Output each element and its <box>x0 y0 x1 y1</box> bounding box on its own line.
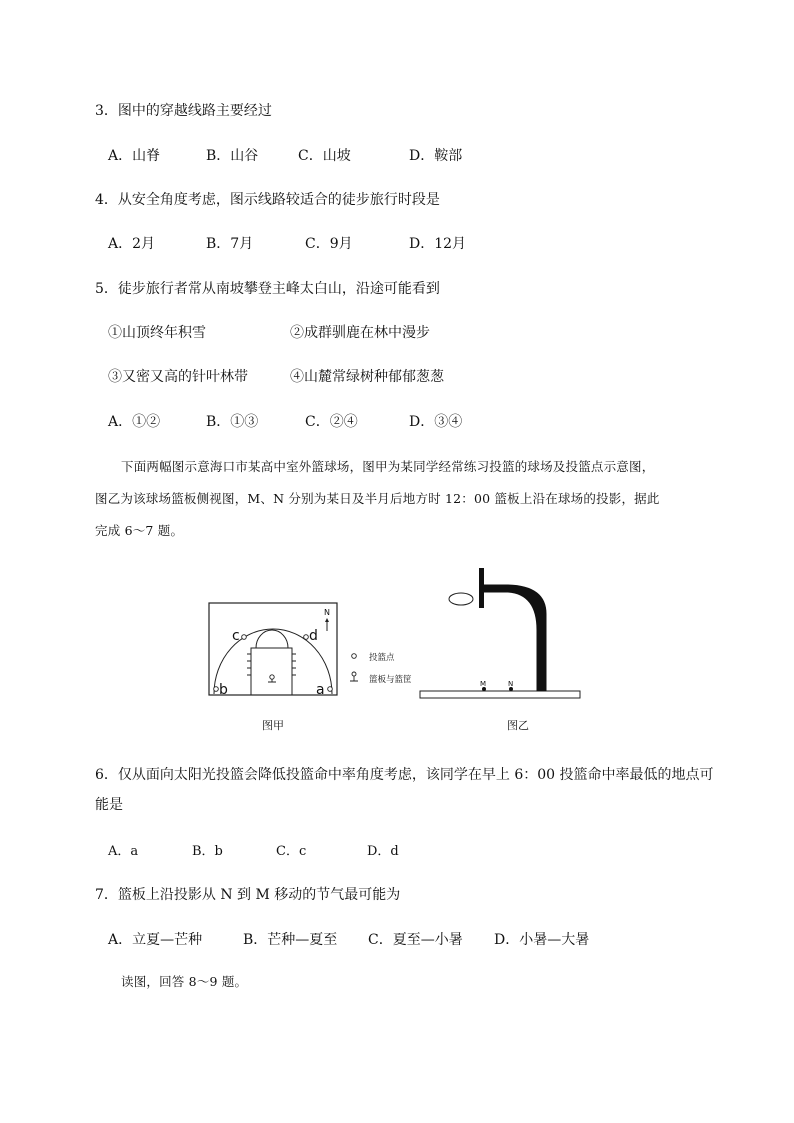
hoop-rim <box>449 593 473 605</box>
q6-option-a: A．a <box>108 844 139 859</box>
q6-option-d: D．d <box>367 844 399 859</box>
legend-board-icon <box>350 672 358 681</box>
shot-point-c <box>242 635 247 640</box>
q5-option-b: B．①③ <box>206 414 259 430</box>
q3-option-d: D．鞍部 <box>409 148 463 164</box>
label-b: b <box>219 682 228 698</box>
q6-option-b: B．b <box>192 844 223 859</box>
q5-option-a: A．①② <box>108 414 161 430</box>
marker-n-label: N <box>508 680 514 688</box>
basketball-figure <box>0 560 794 740</box>
q4-option-c: C．9月 <box>305 236 353 252</box>
legend-board-label: 篮板与篮筐 <box>369 675 412 685</box>
q7-option-d: D．小暑—大暑 <box>494 932 590 948</box>
q3-option-b: B．山谷 <box>206 148 259 164</box>
q7-stem: 7．篮板上沿投影从 N 到 M 移动的节气最可能为 <box>95 887 401 903</box>
q5-item-3: ③又密又高的针叶林带 <box>108 369 248 385</box>
q4-option-b: B．7月 <box>206 236 254 252</box>
shot-point-a <box>328 687 333 692</box>
shot-point-d <box>304 635 309 640</box>
marker-m-label: M <box>480 680 487 688</box>
legend-shot-icon <box>352 654 357 659</box>
caption-left: 图甲 <box>262 719 284 732</box>
q5-option-d: D．③④ <box>409 414 463 430</box>
q4-stem: 4．从安全角度考虑，图示线路较适合的徒步旅行时段是 <box>95 192 440 208</box>
q3-option-c: C．山坡 <box>298 148 351 164</box>
q5-option-c: C．②④ <box>305 414 358 430</box>
basket-symbol <box>268 675 276 682</box>
paint-area <box>251 648 292 695</box>
q5-item-4: ④山麓常绿树种郁郁葱葱 <box>290 369 444 385</box>
q3-option-a: A．山脊 <box>108 148 161 164</box>
q4-option-d: D．12月 <box>409 236 467 252</box>
q7-option-c: C．夏至—小暑 <box>368 932 463 948</box>
q6-stem-line1: 6．仅从面向太阳光投篮会降低投篮命中率角度考虑，该同学在早上 6：00 投篮命中率最低的地点可 <box>95 767 714 783</box>
north-label: N <box>324 608 330 617</box>
q7-option-b: B．芒种—夏至 <box>243 932 338 948</box>
intro-67-line2: 图乙为该球场篮板侧视图，M、N 分别为某日及半月后地方时 12：00 篮板上沿在球场的投影，据此 <box>95 491 660 506</box>
hoop-pole <box>483 577 546 691</box>
label-a: a <box>316 682 325 698</box>
q5-stem: 5．徒步旅行者常从南坡攀登主峰太白山，沿途可能看到 <box>95 281 440 297</box>
q5-item-2: ②成群驯鹿在林中漫步 <box>290 325 430 341</box>
intro-67-line1: 下面两幅图示意海口市某高中室外篮球场，图甲为某同学经常练习投篮的球场及投篮点示意图， <box>121 459 655 474</box>
q4-option-a: A．2月 <box>108 236 156 252</box>
intro-89: 读图，回答 8～9 题。 <box>121 974 248 989</box>
q6-stem-line2: 能是 <box>95 797 123 813</box>
north-arrow-icon <box>325 618 329 631</box>
q5-item-1: ①山顶终年积雪 <box>108 325 206 341</box>
legend-shot-label: 投篮点 <box>369 653 395 663</box>
label-c: c <box>232 628 240 644</box>
intro-67-line3: 完成 6～7 题。 <box>95 523 184 538</box>
q6-option-c: C．c <box>276 844 307 859</box>
backboard <box>479 568 484 608</box>
caption-right: 图乙 <box>507 719 529 732</box>
q7-option-a: A．立夏—芒种 <box>108 932 203 948</box>
label-d: d <box>309 628 318 644</box>
lane-hash-marks <box>247 654 296 675</box>
free-throw-arc <box>256 630 288 648</box>
shot-point-b <box>214 687 219 692</box>
ground-slab <box>420 691 580 698</box>
q3-stem: 3．图中的穿越线路主要经过 <box>95 103 272 119</box>
